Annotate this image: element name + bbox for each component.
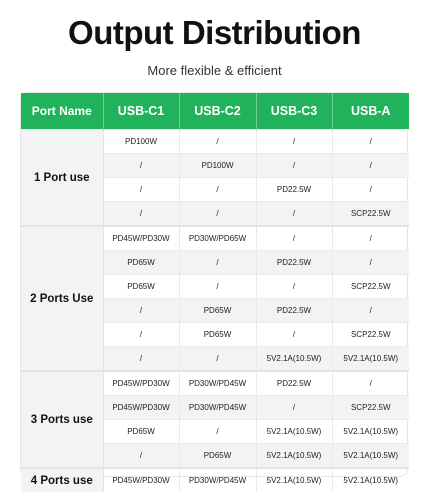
table-cell: /: [103, 202, 179, 227]
port-group-label: 2 Ports Use: [21, 226, 103, 371]
table-cell: PD100W: [179, 154, 256, 178]
column-header-usb-c3: USB-C3: [256, 93, 332, 130]
table-cell: /: [332, 130, 409, 154]
table-cell: PD30W/PD65W: [179, 226, 256, 251]
table-cell: /: [256, 130, 332, 154]
table-cell: /: [332, 371, 409, 396]
table-body: [21, 130, 409, 493]
table-row: [21, 371, 409, 396]
table-cell: 5V2.1A(10.5W): [332, 420, 409, 444]
table-cell: PD22.5W: [256, 251, 332, 275]
table-row: [21, 468, 409, 492]
table-cell: 5V2.1A(10.5W): [256, 444, 332, 469]
table-cell: PD22.5W: [256, 299, 332, 323]
table-cell: SCP22.5W: [332, 202, 409, 227]
table-cell: /: [256, 202, 332, 227]
table-cell: /: [179, 130, 256, 154]
table-cell: PD65W: [179, 323, 256, 347]
table-cell: /: [256, 154, 332, 178]
table-cell: PD65W: [103, 275, 179, 299]
table-cell: SCP22.5W: [332, 396, 409, 420]
port-group-label: 3 Ports use: [21, 371, 103, 468]
table-cell: PD65W: [179, 444, 256, 469]
table-cell: /: [103, 178, 179, 202]
column-header-usb-a: USB-A: [332, 93, 409, 130]
column-header-usb-c1: USB-C1: [103, 93, 179, 130]
table-cell: 5V2.1A(10.5W): [332, 468, 409, 492]
table-cell: PD22.5W: [256, 371, 332, 396]
column-header-port-name: Port Name: [21, 93, 103, 130]
table-cell: PD65W: [103, 420, 179, 444]
table-cell: PD100W: [103, 130, 179, 154]
table-cell: /: [179, 178, 256, 202]
table-cell: PD45W/PD30W: [103, 396, 179, 420]
page-subtitle: More flexible & efficient: [147, 63, 282, 78]
page-title: Output Distribution: [68, 14, 361, 51]
table-cell: PD30W/PD45W: [179, 468, 256, 492]
table-cell: /: [332, 178, 409, 202]
table-cell: /: [179, 275, 256, 299]
table-cell: PD30W/PD45W: [179, 371, 256, 396]
table-row: [21, 130, 409, 154]
table-cell: /: [256, 275, 332, 299]
distribution-table: [21, 93, 409, 492]
table-header-row: [21, 93, 409, 130]
table-cell: /: [256, 396, 332, 420]
table-cell: /: [179, 251, 256, 275]
table-cell: SCP22.5W: [332, 323, 409, 347]
output-distribution-table: [20, 92, 408, 487]
port-group-label: 1 Port use: [21, 130, 103, 227]
table-cell: /: [103, 444, 179, 469]
table-cell: SCP22.5W: [332, 275, 409, 299]
table-cell: PD45W/PD30W: [103, 371, 179, 396]
table-cell: PD65W: [179, 299, 256, 323]
table-cell: 5V2.1A(10.5W): [256, 420, 332, 444]
table-cell: /: [103, 323, 179, 347]
table-cell: PD65W: [103, 251, 179, 275]
table-row: [21, 226, 409, 251]
table-cell: PD45W/PD30W: [103, 226, 179, 251]
table-cell: /: [179, 202, 256, 227]
table-cell: PD30W/PD45W: [179, 396, 256, 420]
table-cell: /: [103, 299, 179, 323]
table-cell: 5V2.1A(10.5W): [332, 444, 409, 469]
table-cell: 5V2.1A(10.5W): [332, 347, 409, 372]
table-cell: /: [332, 226, 409, 251]
column-header-usb-c2: USB-C2: [179, 93, 256, 130]
table-cell: /: [256, 226, 332, 251]
table-cell: /: [332, 251, 409, 275]
port-group-label: 4 Ports use: [21, 468, 103, 492]
table-cell: 5V2.1A(10.5W): [256, 468, 332, 492]
table-cell: PD22.5W: [256, 178, 332, 202]
table-cell: /: [256, 323, 332, 347]
table-cell: /: [179, 347, 256, 372]
table-cell: /: [332, 154, 409, 178]
table-cell: /: [103, 154, 179, 178]
table-cell: /: [332, 299, 409, 323]
table-cell: PD45W/PD30W: [103, 468, 179, 492]
table-cell: 5V2.1A(10.5W): [256, 347, 332, 372]
table-cell: /: [179, 420, 256, 444]
table-cell: /: [103, 347, 179, 372]
